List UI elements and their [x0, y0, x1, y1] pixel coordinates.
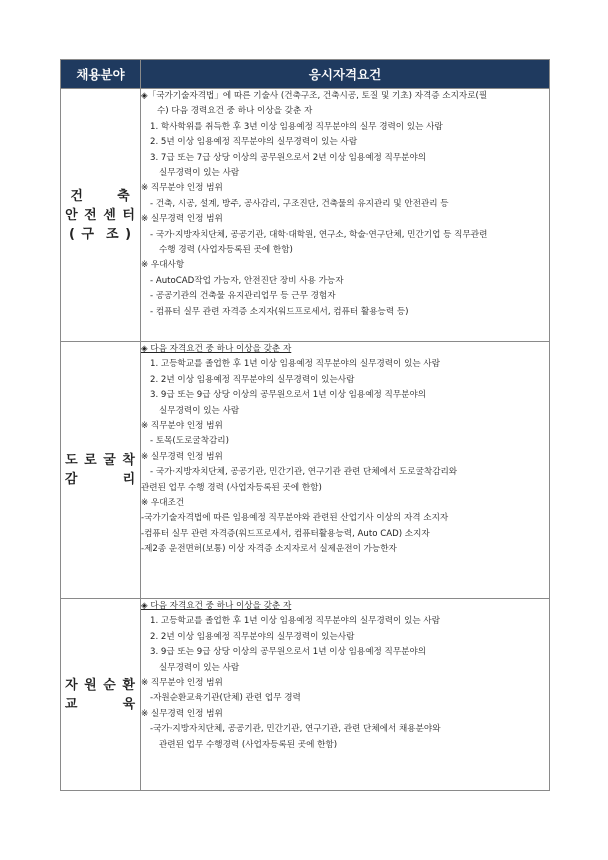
field-cell [61, 342, 141, 599]
header-qualification: 응시자격요건 [141, 60, 550, 89]
qualification-line: -자원순환교육기관(단체) 관련 업무 경력 [150, 693, 301, 704]
qualification-line: - 국가·지방자치단체, 공공기관, 민간기관, 연구기관 관련 단체에서 도로굴착감리와 [150, 467, 458, 478]
qualification-cell [141, 342, 550, 599]
qualification-line: 2. 5년 이상 임용예정 직무분야의 실무경력이 있는 사람 [150, 137, 358, 148]
qualification-line: ※ 실무경력 인정 범위 [141, 451, 223, 462]
qualification-table [60, 59, 550, 791]
qualification-line: - 공공기관의 건축물 유지관리업무 등 근무 경험자 [150, 291, 336, 302]
table-body [61, 89, 550, 791]
table-row [61, 89, 550, 342]
qualification-line: - 국가·지방자치단체, 공공기관, 대학·대학원, 연구소, 학술·연구단체, 민간기업 등 직무관련 [150, 229, 488, 240]
qualification-line: - 컴퓨터 실무 관련 자격증 소지자(워드프로세서, 컴퓨터 활용능력 등) [150, 306, 409, 317]
qualification-line: ※ 실무경력 인정 범위 [141, 708, 223, 719]
table-row [61, 599, 550, 791]
qualification-line: 실무경력이 있는 사람 [159, 168, 240, 179]
qualification-line: 2. 2년 이상 임용예정 직무분야의 실무경력이 있는사람 [150, 374, 355, 385]
qualification-line: ※ 직무분야 인정 범위 [141, 678, 223, 689]
qualification-line: 관련된 업무 수행 경력 (사업자등록된 곳에 한함) [141, 482, 322, 493]
table-header-row [61, 60, 550, 89]
field-name-line: 안 전 센 터 [65, 207, 136, 223]
field-cell [61, 89, 141, 342]
qualification-line: -국가기술자격법에 따른 임용예정 직무분야와 관련된 산업기사 이상의 자격 소지자 [141, 513, 449, 524]
qualification-line: ※ 우대조건 [141, 498, 185, 509]
qualification-line: 2. 2년 이상 임용예정 직무분야의 실무경력이 있는사람 [150, 631, 355, 642]
qualification-line: 1. 학사학위를 취득한 후 3년 이상 임용예정 직무분야의 실무 경력이 있는 사람 [150, 121, 443, 132]
qualification-line: ◈ 다음 자격요건 중 하나 이상을 갖춘 자 [141, 344, 292, 354]
qualification-line: 3. 7급 또는 7급 상당 이상의 공무원으로서 2년 이상 임용예정 직무분야의 [150, 152, 427, 163]
qualification-line: ※ 직무분야 인정 범위 [141, 421, 223, 432]
qualification-line: - AutoCAD작업 가능자, 안전진단 장비 사용 가능자 [150, 275, 344, 286]
qualification-line: ◈「국가기술자격법」에 따른 기술사 (건축구조, 건축시공, 토질 및 기초) 자격증 소지자로(필 [141, 91, 488, 101]
qualification-line: 수) 다음 경력요건 중 하나 이상을 갖춘 자 [157, 106, 313, 117]
field-name-line: ( 구 조 ) [68, 226, 133, 242]
field-name-line: 자 원 순 환 [65, 677, 136, 693]
qualification-line: - 건축, 시공, 설계, 방주, 공사감리, 구조진단, 건축물의 유지관리 및 안전관리 등 [150, 198, 449, 209]
field-name-line: 감 리 [64, 472, 137, 487]
field-name-line: 도 로 굴 착 [65, 453, 136, 468]
qualification-cell [141, 599, 550, 791]
qualification-line: -국가·지방자치단체, 공공기관, 민간기관, 연구기관, 관련 단체에서 채용분야와 [150, 724, 441, 735]
qualification-line: -제2종 운전면허(보통) 이상 자격증 소지자로서 실제운전이 가능한자 [141, 544, 397, 555]
field-cell [61, 599, 141, 791]
qualification-cell [141, 89, 550, 342]
qualification-line: - 토목(도로굴착감리) [150, 436, 229, 447]
field-name-line: 교 육 [64, 696, 137, 712]
table-row [61, 342, 550, 599]
qualification-line: 1. 고등학교를 졸업한 후 1년 이상 임용예정 직무분야의 실무경력이 있는 사람 [150, 616, 441, 627]
qualification-line: ※ 직무분야 인정 범위 [141, 183, 223, 194]
qualification-line: ◈ 다음 자격요건 중 하나 이상을 갖춘 자 [141, 601, 292, 611]
qualification-line: ※ 실무경력 인정 범위 [141, 214, 223, 225]
qualification-line: 실무경력이 있는 사람 [159, 662, 240, 673]
qualification-line: 3. 9급 또는 9급 상당 이상의 공무원으로서 1년 이상 임용예정 직무분야의 [150, 390, 427, 401]
qualification-line: ※ 우대사항 [141, 260, 185, 271]
qualification-line: 1. 고등학교를 졸업한 후 1년 이상 임용예정 직무분야의 실무경력이 있는 사람 [150, 359, 441, 370]
qualification-line: 3. 9급 또는 9급 상당 이상의 공무원으로서 1년 이상 임용예정 직무분야의 [150, 647, 427, 658]
qualification-line: -컴퓨터 실무 관련 자격증(워드프로세서, 컴퓨터활용능력, Auto CAD) 소지자 [141, 528, 430, 539]
field-name-line: 건 축 [70, 188, 131, 204]
qualification-line: 실무경력이 있는 사람 [159, 405, 240, 416]
qualification-line: 수행 경력 (사업자등록된 곳에 한함) [159, 245, 293, 256]
qualification-line: 관련된 업무 수행경력 (사업자등록된 곳에 한함) [159, 739, 338, 750]
header-field: 채용분야 [61, 60, 141, 89]
